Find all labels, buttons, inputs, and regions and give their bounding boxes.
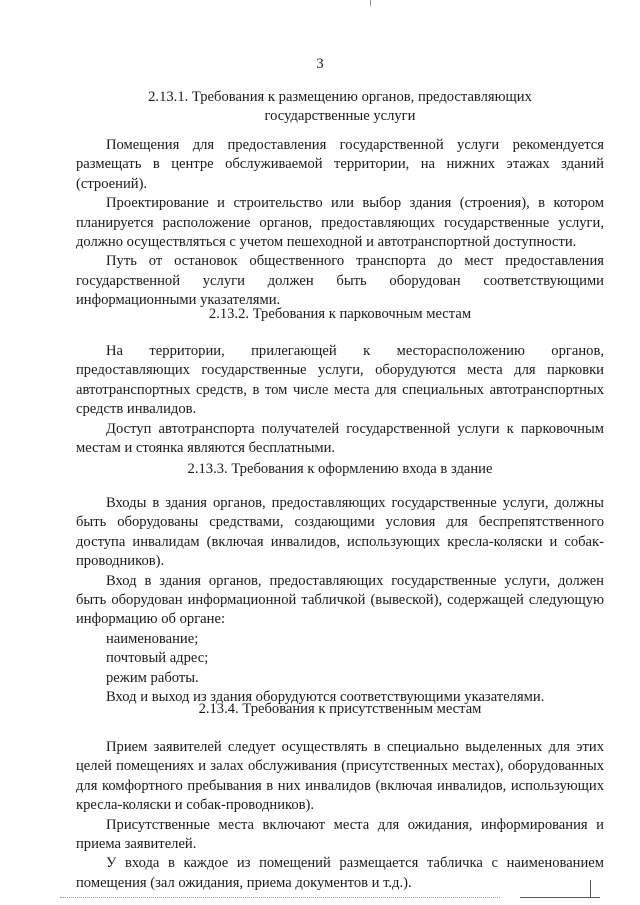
section-body-2-13-2 xyxy=(76,342,604,458)
paragraph: Вход и выход из здания оборудуются соответствующими указателями. xyxy=(106,689,545,706)
scan-artifact xyxy=(520,897,600,898)
paragraph: Прием заявителей следует осуществлять в специально выделенных для этих целей помещениях и залах обслуживания (присутственных местах), оборудованных для комфортного пребывания в них инвалидов (включая инвалидов, использующих кресла-коляски и собак-проводников). xyxy=(76,739,604,814)
paragraph: Проектирование и строительство или выбор здания (строения), в котором планируется расположение органов, предоставляющих государственные услуги, должно осуществляться с учетом пешеходной и автотранспортной доступности. xyxy=(76,195,604,251)
paragraph: Доступ автотранспорта получателей государственной услуги к парковочным местам и стоянка являются бесплатными. xyxy=(76,420,604,457)
paragraph: У входа в каждое из помещений размещается табличка с наименованием помещения (зал ожидания, приема документов и т.д.). xyxy=(76,855,604,891)
list-item: почтовый адрес; xyxy=(106,650,209,667)
section-heading-2-13-1: 2.13.1. Требования к размещению органов, предоставляющих государственные услуги xyxy=(148,89,532,125)
section-body-2-13-4 xyxy=(76,738,604,893)
paragraph: На территории, прилегающей к месторасположению органов, предоставляющих государственные услуги, оборудуются места для парковки автотранспортных средств, в том числе места для специальных автотранспортных средств инвалидов. xyxy=(76,343,604,418)
section-body-2-13-1 xyxy=(76,136,604,311)
section-heading-2-13-3: 2.13.3. Требования к оформлению входа в здание xyxy=(187,461,493,477)
paragraph: Путь от остановок общественного транспорта до мест предоставления государственной услуги должен быть оборудован соответствующими информационными указателями. xyxy=(76,253,604,309)
scan-artifact xyxy=(370,0,371,6)
paragraph: Вход в здания органов, предоставляющих государственные услуги, должен быть оборудован информационной табличкой (вывеской), содержащей следующую информацию об органе: xyxy=(76,572,604,628)
scan-artifact xyxy=(60,897,500,898)
paragraph: Помещения для предоставления государственной услуги рекомендуется размещать в центре обслуживаемой территории, на нижних этажах зданий (строений). xyxy=(76,137,604,192)
page-number: 3 xyxy=(316,56,324,72)
paragraph: Входы в здания органов, предоставляющих государственные услуги, должны быть оборудованы средствами, создающими условия для беспрепятственного доступа инвалидам (включая инвалидов, использующих кресла-коляски и собак-проводников). xyxy=(76,495,604,570)
list-item: наименование; xyxy=(106,630,199,647)
section-heading-2-13-2: 2.13.2. Требования к парковочным местам xyxy=(208,306,472,322)
paragraph: Присутственные места включают места для ожидания, информирования и приема заявителей. xyxy=(76,816,604,853)
scan-artifact xyxy=(590,880,591,898)
list-item: режим работы. xyxy=(106,669,199,686)
section-heading-2-13-4: 2.13.4. Требования к присутственным местам xyxy=(198,701,482,717)
section-body-2-13-3 xyxy=(76,494,604,707)
